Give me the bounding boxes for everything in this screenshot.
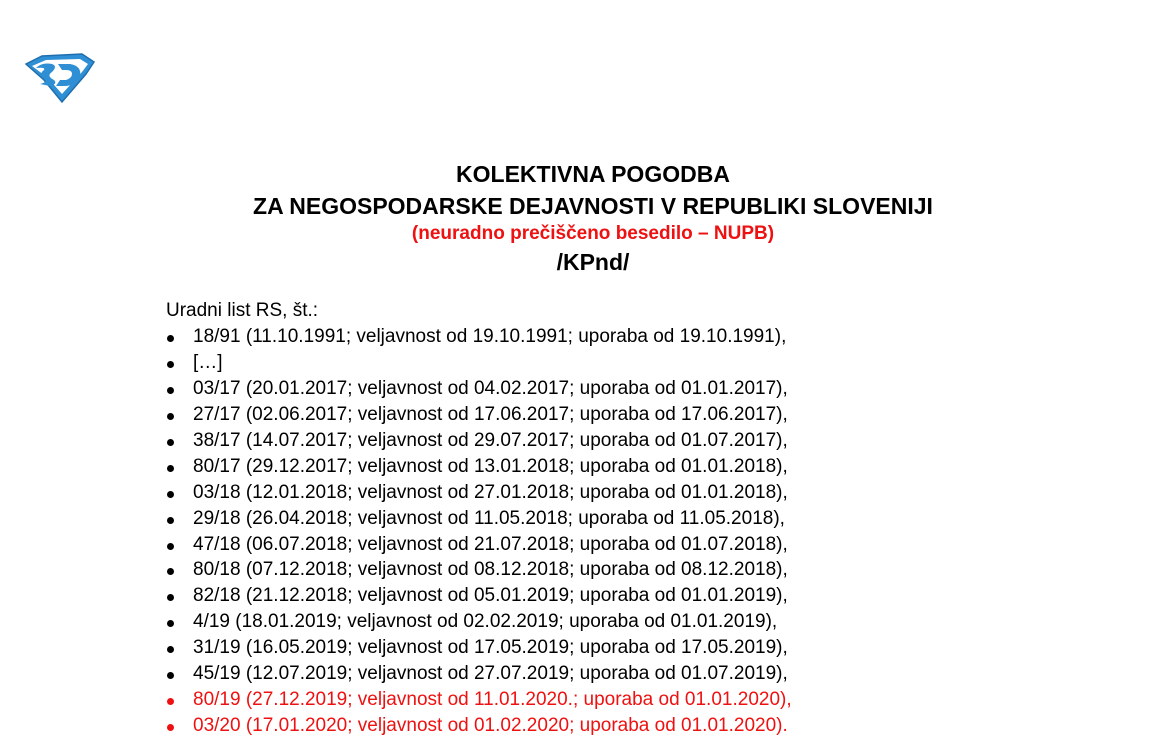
gazette-entry xyxy=(166,687,792,713)
document-title-line2: ZA NEGOSPODARSKE DEJAVNOSTI V REPUBLIKI SLOVENIJI xyxy=(253,193,933,219)
gazette-entry-text: 03/17 (20.01.2017; veljavnost od 04.02.2017; uporaba od 01.01.2017), xyxy=(193,377,788,399)
gazette-entry-text: 18/91 (11.10.1991; veljavnost od 19.10.1991; uporaba od 19.10.1991), xyxy=(193,326,787,347)
gazette-list xyxy=(166,324,792,739)
document-abbreviation: /KPnd/ xyxy=(556,249,630,275)
gazette-entry-text: 31/19 (16.05.2019; veljavnost od 17.05.2019; uporaba od 17.05.2019), xyxy=(193,637,788,659)
bullet-icon xyxy=(167,724,174,731)
gazette-entry xyxy=(166,324,792,350)
gazette-entry-text: 38/17 (14.07.2017; veljavnost od 29.07.2017; uporaba od 01.07.2017), xyxy=(193,429,788,451)
gazette-entry-text: 4/19 (18.01.2019; veljavnost od 02.02.2019; uporaba od 01.01.2019), xyxy=(193,611,778,633)
gazette-entry-text: 47/18 (06.07.2018; veljavnost od 21.07.2018; uporaba od 01.07.2018), xyxy=(193,533,788,555)
bullet-icon xyxy=(167,672,174,679)
gazette-entry xyxy=(166,402,792,428)
gazette-entry-text: […] xyxy=(193,351,223,373)
gazette-entry xyxy=(166,635,792,661)
gazette-entry xyxy=(166,532,792,558)
gazette-entry-text: 03/20 (17.01.2020; veljavnost od 01.02.2020; uporaba od 01.01.2020). xyxy=(193,715,788,737)
bullet-icon xyxy=(167,335,174,342)
bullet-icon xyxy=(167,465,174,472)
bullet-icon xyxy=(167,439,174,446)
gazette-entry-text: 45/19 (12.07.2019; veljavnost od 27.07.2019; uporaba od 01.07.2019), xyxy=(193,663,788,685)
bullet-icon xyxy=(167,491,174,498)
bullet-icon xyxy=(167,698,174,705)
gazette-entry-text: 29/18 (26.04.2018; veljavnost od 11.05.2018; uporaba od 11.05.2018), xyxy=(193,507,785,529)
gazette-entry-text: 03/18 (12.01.2018; veljavnost od 27.01.2018; uporaba od 01.01.2018), xyxy=(193,481,788,503)
bullet-icon xyxy=(167,361,174,368)
bullet-icon xyxy=(167,517,174,524)
document-title-line1: KOLEKTIVNA POGODBA xyxy=(456,161,730,187)
gazette-entry xyxy=(166,428,792,454)
gazette-entry xyxy=(166,609,792,635)
document-header xyxy=(0,158,1157,278)
gazette-entry-text: 82/18 (21.12.2018; veljavnost od 05.01.2019; uporaba od 01.01.2019), xyxy=(193,585,788,607)
bullet-icon xyxy=(167,620,174,627)
gazette-entry xyxy=(166,583,792,609)
bullet-icon xyxy=(167,646,174,653)
gazette-entry xyxy=(166,376,792,402)
gazette-entry xyxy=(166,713,792,739)
gazette-entry xyxy=(166,480,792,506)
gazette-entry-text: 27/17 (02.06.2017; veljavnost od 17.06.2017; uporaba od 17.06.2017), xyxy=(193,403,788,425)
bullet-icon xyxy=(167,413,174,420)
gazette-entry xyxy=(166,506,792,532)
organization-logo-icon xyxy=(22,50,96,104)
gazette-entry xyxy=(166,661,792,687)
gazette-intro: Uradni list RS, št.: xyxy=(166,300,319,321)
gazette-entry xyxy=(166,350,792,376)
bullet-icon xyxy=(167,568,174,575)
document-subtitle: (neuradno prečiščeno besedilo – NUPB) xyxy=(411,223,775,244)
gazette-entry-text: 80/17 (29.12.2017; veljavnost od 13.01.2018; uporaba od 01.01.2018), xyxy=(193,455,788,477)
gazette-entry xyxy=(166,557,792,583)
gazette-entry-text: 80/19 (27.12.2019; veljavnost od 11.01.2020.; uporaba od 01.01.2020), xyxy=(193,689,792,711)
gazette-entry xyxy=(166,454,792,480)
bullet-icon xyxy=(167,387,174,394)
bullet-icon xyxy=(167,594,174,601)
gazette-entry-text: 80/18 (07.12.2018; veljavnost od 08.12.2018; uporaba od 08.12.2018), xyxy=(193,559,788,581)
bullet-icon xyxy=(167,543,174,550)
